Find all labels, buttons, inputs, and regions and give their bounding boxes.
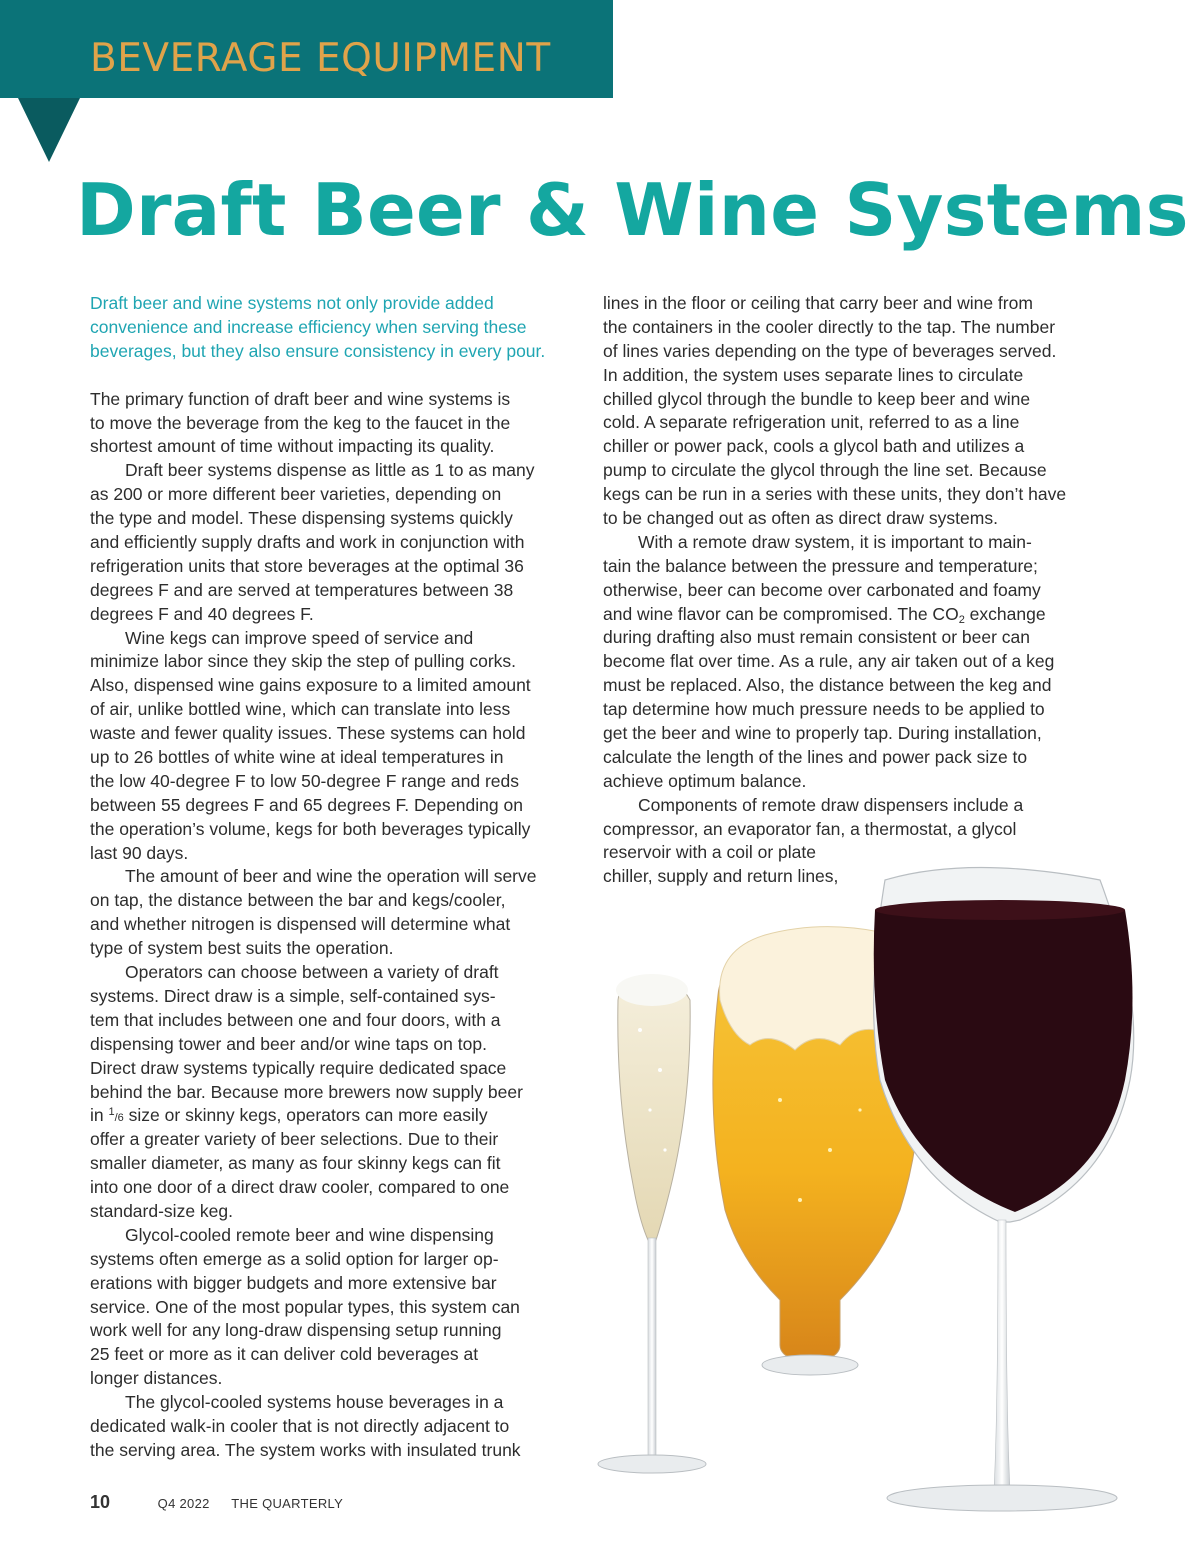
text-line: degrees F and 40 degrees F. [90,603,314,624]
text-line: Wine kegs can improve speed of service and [125,627,474,648]
text-line: standard-size keg. [90,1200,233,1221]
text-line-co2 [603,603,1103,627]
text-line: smaller diameter, as many as four skinny kegs can fit [90,1153,501,1174]
text-line: systems often emerge as a solid option for larger op- [90,1248,499,1269]
text-line: tain the balance between the pressure and temperature; [603,555,1038,576]
text-line: Also, dispensed wine gains exposure to a limited amount [90,675,531,696]
text-line: dispensing tower and beer and/or wine taps on top. [90,1033,487,1054]
text-line: service. One of the most popular types, this system can [90,1296,520,1317]
text-line: erations with bigger budgets and more extensive bar [90,1272,497,1293]
text-line: offer a greater variety of beer selections. Due to their [90,1129,499,1150]
text-line: tap determine how much pressure needs to be applied to [603,699,1045,720]
text-line: The amount of beer and wine the operation will serve [125,866,537,887]
text-line: beverages, but they also ensure consistency in every pour. [90,340,546,361]
text-line: the low 40-degree F to low 50-degree F range and reds [90,770,520,791]
text-line: must be replaced. Also, the distance between the keg and [603,675,1052,696]
left-body [90,388,578,1463]
article-title: Draft Beer & Wine Systems [76,168,1189,252]
text-line: chiller or power pack, cools a glycol bath and utilizes a [603,436,1025,457]
text-line: Draft beer and wine systems not only provide added [90,293,494,313]
text-line: between 55 degrees F and 65 degrees F. Depending on [90,794,523,815]
banner-tab-triangle [18,98,80,162]
text-line: 25 feet or more as it can deliver cold beverages at [90,1344,479,1365]
text-line: on tap, the distance between the bar and kegs/cooler, [90,890,506,911]
text-fragment: and wine flavor can be compromised. The CO [603,603,959,624]
text-line: the operation’s volume, kegs for both beverages typically [90,818,531,839]
text-line: up to 26 bottles of white wine at ideal temperatures in [90,747,504,768]
text-line: kegs can be run in a series with these units, they don’t have [603,484,1067,505]
paragraph-gap [90,364,578,388]
text-fragment: 1 [108,1106,115,1119]
text-fragment: exchange [964,603,1046,624]
text-line-fraction [90,1104,578,1128]
text-line: systems. Direct draw is a simple, self-contained sys- [90,985,496,1006]
text-line: to move the beverage from the keg to the faucet in the [90,412,511,433]
text-line: the type and model. These dispensing systems quickly [90,508,513,529]
text-fragment: in [90,1105,109,1126]
article-column-right [603,292,1103,889]
text-line: degrees F and are served at temperatures between 38 [90,579,514,600]
article-intro [90,292,578,364]
text-line: chilled glycol through the bundle to keep beer and wine [603,388,1031,409]
section-label: BEVERAGE EQUIPMENT [90,36,551,81]
section-banner [0,0,613,98]
text-line: the serving area. The system works with insulated trunk [90,1439,521,1460]
issue-date: Q4 2022 [157,1496,210,1511]
text-line: The primary function of draft beer and wine systems is [90,388,511,409]
article-column-left [90,292,578,1463]
text-line: refrigeration units that store beverages at the optimal 36 [90,555,524,576]
text-line: longer distances. [90,1368,223,1389]
text-line: get the beer and wine to properly tap. During installation, [603,723,1042,744]
text-line: type of system best suits the operation. [90,938,394,959]
text-line: waste and fewer quality issues. These systems can hold [90,723,526,744]
text-line: during drafting also must remain consistent or beer can [603,627,1031,648]
red-wine-glass [874,868,1134,1512]
subscript: 2 [958,613,965,626]
text-line: dedicated walk-in cooler that is not directly adjacent to [90,1415,510,1436]
text-line: into one door of a direct draw cooler, compared to one [90,1177,510,1198]
text-line: and efficiently supply drafts and work in conjunction with [90,532,525,553]
text-line: and whether nitrogen is dispensed will determine what [90,914,511,935]
text-line: shortest amount of time without impacting its quality. [90,436,495,457]
text-line: Direct draw systems typically require dedicated space [90,1057,507,1078]
text-line: Operators can choose between a variety of draft [125,962,499,983]
text-line: to be changed out as often as direct draw systems. [603,508,998,529]
text-line: become flat over time. As a rule, any air taken out of a keg [603,651,1055,672]
text-line: Glycol-cooled remote beer and wine dispensing [125,1224,494,1245]
text-line: reservoir with a coil or plate [603,842,816,863]
text-fragment: size or skinny kegs, operators can more easily [123,1105,488,1126]
text-line: achieve optimum balance. [603,770,807,791]
champagne-flute [598,974,706,1473]
text-line: of air, unlike bottled wine, which can translate into less [90,699,511,720]
text-line: convenience and increase efficiency when serving these [90,316,527,337]
text-line: last 90 days. [90,842,189,863]
page-number: 10 [90,1492,111,1512]
text-line: tem that includes between one and four doors, with a [90,1009,501,1030]
text-line: the containers in the cooler directly to the tap. The number [603,316,1056,337]
publication-name: THE QUARTERLY [231,1496,344,1511]
text-fragment: / [114,1112,118,1125]
text-fragment: 6 [117,1112,124,1125]
text-line: lines in the floor or ceiling that carry beer and wine from [603,293,1033,313]
text-line: compressor, an evaporator fan, a thermostat, a glycol [603,818,1017,839]
text-line: With a remote draw system, it is important to main- [638,531,1032,552]
text-line: In addition, the system uses separate lines to circulate [603,364,1024,385]
text-line: behind the bar. Because more brewers now supply beer [90,1081,523,1102]
text-line: otherwise, beer can become over carbonated and foamy [603,579,1041,600]
text-line: Draft beer systems dispense as little as 1 to as many [125,460,535,481]
text-line: The glycol-cooled systems house beverages in a [125,1392,504,1413]
page-footer [90,1492,343,1513]
text-line: as 200 or more different beer varieties, depending on [90,484,502,505]
text-line: calculate the length of the lines and power pack size to [603,746,1028,767]
text-line: work well for any long-draw dispensing setup running [90,1320,502,1341]
text-line: of lines varies depending on the type of beverages served. [603,340,1057,361]
beverage-glasses-photo [590,850,1150,1520]
text-line: cold. A separate refrigeration unit, referred to as a line [603,412,1020,433]
text-line: Components of remote draw dispensers include a [638,794,1024,815]
text-line: minimize labor since they skip the step of pulling corks. [90,651,517,672]
text-line: pump to circulate the glycol through the line set. Because [603,460,1047,481]
text-line: chiller, supply and return lines, [603,866,839,887]
